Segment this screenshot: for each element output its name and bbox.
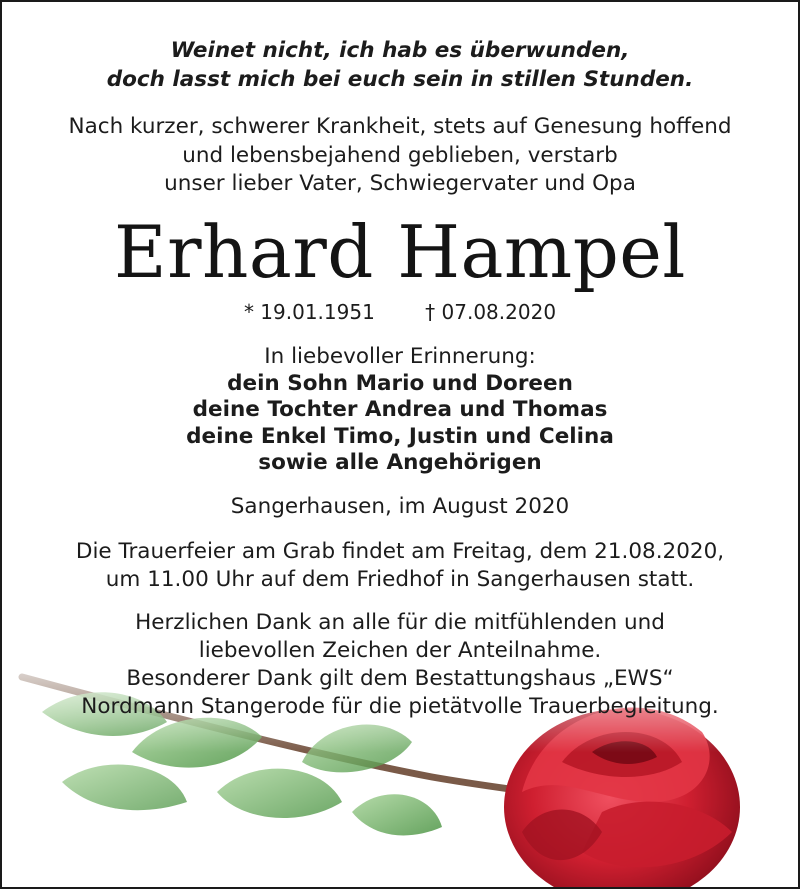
service-info: [2, 538, 798, 594]
death-date: † 07.08.2020: [425, 300, 557, 324]
memory-section: [2, 344, 798, 477]
service-line: um 11.00 Uhr auf dem Friedhof in Sangerhausen statt.: [105, 567, 695, 592]
service-line: Die Trauerfeier am Grab findet am Freitag, dem 21.08.2020,: [75, 539, 725, 564]
deceased-name: Erhard Hampel: [114, 210, 686, 294]
memory-heading: In liebevoller Erinnerung:: [264, 344, 536, 369]
thanks-line: Besonderer Dank gilt dem Bestattungshaus „EWS“: [126, 666, 674, 691]
family-line: deine Tochter Andrea und Thomas: [192, 397, 608, 422]
life-dates: [2, 298, 798, 326]
intro-line: Nach kurzer, schwerer Krankheit, stets auf Genesung hoffend: [68, 114, 732, 139]
quote-line: doch lasst mich bei euch sein in stillen Stunden.: [106, 67, 694, 92]
family-line: dein Sohn Mario und Doreen: [227, 370, 573, 396]
place-date: Sangerhausen, im August 2020: [230, 494, 570, 519]
quote-line: Weinet nicht, ich hab es überwunden,: [170, 38, 630, 63]
family-line: sowie alle Angehörigen: [258, 450, 542, 475]
intro-text: [2, 113, 798, 199]
thanks-line: Herzlichen Dank an alle für die mitfühlenden und: [135, 610, 665, 635]
family-line: deine Enkel Timo, Justin und Celina: [186, 423, 614, 449]
thanks-line: Nordmann Stangerode für die pietätvolle Trauerbegleitung.: [81, 694, 719, 719]
birth-date: * 19.01.1951: [243, 300, 375, 324]
intro-line: und lebensbejahend geblieben, verstarb: [182, 142, 618, 168]
intro-line: unser lieber Vater, Schwiegervater und Opa: [164, 171, 636, 196]
thanks-text: [2, 609, 798, 721]
thanks-line: liebevollen Zeichen der Anteilnahme.: [198, 638, 602, 663]
quote: [2, 36, 798, 94]
